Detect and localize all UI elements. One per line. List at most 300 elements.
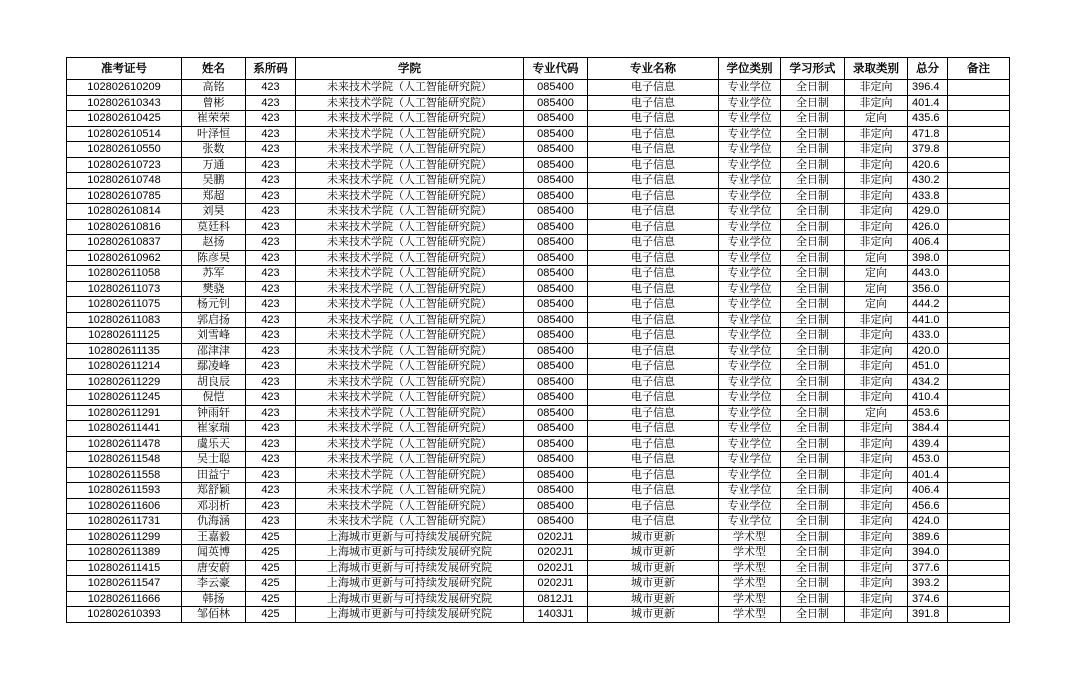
degree-type-cell: 专业学位: [719, 80, 781, 96]
major-name-cell: 电子信息: [588, 359, 719, 375]
study-mode-cell: 全日制: [781, 281, 845, 297]
dept-code-cell: 423: [246, 436, 296, 452]
admission-type-cell: 非定向: [845, 436, 908, 452]
major-name-cell: 电子信息: [588, 126, 719, 142]
admission-type-cell: 非定向: [845, 576, 908, 592]
degree-type-cell: 专业学位: [719, 328, 781, 344]
exam-id-cell: 102802611058: [67, 266, 182, 282]
exam-id-cell: 102802611606: [67, 498, 182, 514]
table-row: [67, 343, 1010, 359]
major-name-cell: 电子信息: [588, 328, 719, 344]
major-name-cell: 电子信息: [588, 157, 719, 173]
total-score-cell: 435.6: [908, 111, 948, 127]
degree-type-cell: 学术型: [719, 545, 781, 561]
total-score-cell: 391.8: [908, 607, 948, 623]
study-mode-cell: 全日制: [781, 467, 845, 483]
major-name-cell: 城市更新: [588, 576, 719, 592]
admission-type-cell: 非定向: [845, 421, 908, 437]
study-mode-cell: 全日制: [781, 111, 845, 127]
remarks-cell: [948, 188, 1010, 204]
dept-code-cell: 423: [246, 173, 296, 189]
study-mode-cell: 全日制: [781, 576, 845, 592]
admission-type-cell: 非定向: [845, 374, 908, 390]
exam-id-cell: 102802611548: [67, 452, 182, 468]
degree-type-cell: 专业学位: [719, 467, 781, 483]
major-code-cell: 085400: [524, 405, 588, 421]
major-code-cell: 085400: [524, 126, 588, 142]
degree-type-cell: 专业学位: [719, 421, 781, 437]
name-cell: 苏军: [182, 266, 246, 282]
total-score-cell: 453.0: [908, 452, 948, 468]
admission-type-cell: 非定向: [845, 343, 908, 359]
remarks-cell: [948, 591, 1010, 607]
study-mode-cell: 全日制: [781, 452, 845, 468]
remarks-cell: [948, 359, 1010, 375]
dept-code-cell: 423: [246, 312, 296, 328]
major-code-cell: 085400: [524, 266, 588, 282]
remarks-cell: [948, 204, 1010, 220]
table-row: [67, 359, 1010, 375]
dept-code-cell: 423: [246, 359, 296, 375]
admission-type-cell: 非定向: [845, 188, 908, 204]
name-cell: 仇海涵: [182, 514, 246, 530]
admission-type-cell: 非定向: [845, 591, 908, 607]
dept-code-cell: 423: [246, 219, 296, 235]
total-score-cell: 410.4: [908, 390, 948, 406]
dept-code-cell: 425: [246, 576, 296, 592]
name-cell: 虞乐天: [182, 436, 246, 452]
admission-type-cell: 非定向: [845, 529, 908, 545]
total-score-cell: 434.2: [908, 374, 948, 390]
table-body: [67, 80, 1010, 623]
admission-type-cell: 非定向: [845, 560, 908, 576]
major-code-cell: 085400: [524, 452, 588, 468]
table-row: [67, 607, 1010, 623]
total-score-cell: 356.0: [908, 281, 948, 297]
study-mode-cell: 全日制: [781, 343, 845, 359]
table-row: [67, 452, 1010, 468]
college-cell: 未来技术学院（人工智能研究院）: [296, 359, 524, 375]
major-name-cell: 城市更新: [588, 591, 719, 607]
name-cell: 吴士聪: [182, 452, 246, 468]
admission-type-cell: 非定向: [845, 95, 908, 111]
dept-code-cell: 425: [246, 607, 296, 623]
major-code-cell: 085400: [524, 95, 588, 111]
dept-code-cell: 423: [246, 390, 296, 406]
admission-table: [66, 57, 1010, 623]
table-row: [67, 281, 1010, 297]
major-name-cell: 电子信息: [588, 204, 719, 220]
major-name-cell: 电子信息: [588, 111, 719, 127]
admission-type-cell: 非定向: [845, 483, 908, 499]
col-header-college: 学院: [296, 58, 524, 80]
study-mode-cell: 全日制: [781, 529, 845, 545]
college-cell: 未来技术学院（人工智能研究院）: [296, 328, 524, 344]
major-code-cell: 085400: [524, 421, 588, 437]
name-cell: 邵津津: [182, 343, 246, 359]
degree-type-cell: 专业学位: [719, 405, 781, 421]
dept-code-cell: 423: [246, 157, 296, 173]
exam-id-cell: 102802610723: [67, 157, 182, 173]
admission-type-cell: 非定向: [845, 607, 908, 623]
major-name-cell: 电子信息: [588, 405, 719, 421]
total-score-cell: 374.6: [908, 591, 948, 607]
college-cell: 未来技术学院（人工智能研究院）: [296, 405, 524, 421]
total-score-cell: 406.4: [908, 235, 948, 251]
name-cell: 叶泽恒: [182, 126, 246, 142]
admission-type-cell: 非定向: [845, 390, 908, 406]
study-mode-cell: 全日制: [781, 312, 845, 328]
exam-id-cell: 102802611558: [67, 467, 182, 483]
college-cell: 上海城市更新与可持续发展研究院: [296, 545, 524, 561]
dept-code-cell: 423: [246, 467, 296, 483]
remarks-cell: [948, 235, 1010, 251]
total-score-cell: 433.8: [908, 188, 948, 204]
total-score-cell: 396.4: [908, 80, 948, 96]
study-mode-cell: 全日制: [781, 436, 845, 452]
total-score-cell: 424.0: [908, 514, 948, 530]
name-cell: 郑超: [182, 188, 246, 204]
remarks-cell: [948, 157, 1010, 173]
remarks-cell: [948, 312, 1010, 328]
degree-type-cell: 专业学位: [719, 390, 781, 406]
college-cell: 未来技术学院（人工智能研究院）: [296, 498, 524, 514]
degree-type-cell: 专业学位: [719, 173, 781, 189]
major-name-cell: 电子信息: [588, 142, 719, 158]
name-cell: 钟雨轩: [182, 405, 246, 421]
exam-id-cell: 102802611593: [67, 483, 182, 499]
major-name-cell: 城市更新: [588, 545, 719, 561]
table-row: [67, 95, 1010, 111]
admission-type-cell: 非定向: [845, 312, 908, 328]
dept-code-cell: 425: [246, 545, 296, 561]
remarks-cell: [948, 436, 1010, 452]
table-row: [67, 297, 1010, 313]
college-cell: 未来技术学院（人工智能研究院）: [296, 250, 524, 266]
table-row: [67, 390, 1010, 406]
admission-type-cell: 定向: [845, 281, 908, 297]
name-cell: 万通: [182, 157, 246, 173]
col-header-study-mode: 学习形式: [781, 58, 845, 80]
major-code-cell: 0202J1: [524, 545, 588, 561]
dept-code-cell: 423: [246, 80, 296, 96]
table-row: [67, 250, 1010, 266]
exam-id-cell: 102802610962: [67, 250, 182, 266]
major-code-cell: 085400: [524, 297, 588, 313]
table-row: [67, 173, 1010, 189]
col-header-admission-type: 录取类别: [845, 58, 908, 80]
college-cell: 未来技术学院（人工智能研究院）: [296, 204, 524, 220]
total-score-cell: 430.2: [908, 173, 948, 189]
degree-type-cell: 专业学位: [719, 204, 781, 220]
table-row: [67, 467, 1010, 483]
header-row: [67, 58, 1010, 80]
total-score-cell: 379.8: [908, 142, 948, 158]
degree-type-cell: 专业学位: [719, 498, 781, 514]
table-row: [67, 188, 1010, 204]
total-score-cell: 398.0: [908, 250, 948, 266]
degree-type-cell: 专业学位: [719, 235, 781, 251]
remarks-cell: [948, 250, 1010, 266]
college-cell: 未来技术学院（人工智能研究院）: [296, 219, 524, 235]
remarks-cell: [948, 514, 1010, 530]
name-cell: 吴鹏: [182, 173, 246, 189]
exam-id-cell: 102802611229: [67, 374, 182, 390]
table-row: [67, 157, 1010, 173]
major-name-cell: 电子信息: [588, 421, 719, 437]
remarks-cell: [948, 328, 1010, 344]
college-cell: 未来技术学院（人工智能研究院）: [296, 452, 524, 468]
total-score-cell: 420.0: [908, 343, 948, 359]
college-cell: 上海城市更新与可持续发展研究院: [296, 591, 524, 607]
exam-id-cell: 102802610343: [67, 95, 182, 111]
degree-type-cell: 专业学位: [719, 188, 781, 204]
admission-type-cell: 非定向: [845, 80, 908, 96]
degree-type-cell: 专业学位: [719, 157, 781, 173]
total-score-cell: 401.4: [908, 467, 948, 483]
study-mode-cell: 全日制: [781, 591, 845, 607]
study-mode-cell: 全日制: [781, 607, 845, 623]
major-code-cell: 085400: [524, 436, 588, 452]
total-score-cell: 426.0: [908, 219, 948, 235]
dept-code-cell: 423: [246, 281, 296, 297]
total-score-cell: 429.0: [908, 204, 948, 220]
total-score-cell: 451.0: [908, 359, 948, 375]
degree-type-cell: 专业学位: [719, 343, 781, 359]
degree-type-cell: 专业学位: [719, 142, 781, 158]
college-cell: 未来技术学院（人工智能研究院）: [296, 126, 524, 142]
name-cell: 陈彦昊: [182, 250, 246, 266]
exam-id-cell: 102802611073: [67, 281, 182, 297]
college-cell: 未来技术学院（人工智能研究院）: [296, 343, 524, 359]
college-cell: 未来技术学院（人工智能研究院）: [296, 421, 524, 437]
dept-code-cell: 423: [246, 421, 296, 437]
major-name-cell: 城市更新: [588, 607, 719, 623]
college-cell: 未来技术学院（人工智能研究院）: [296, 235, 524, 251]
degree-type-cell: 专业学位: [719, 95, 781, 111]
dept-code-cell: 425: [246, 591, 296, 607]
table-row: [67, 235, 1010, 251]
remarks-cell: [948, 576, 1010, 592]
remarks-cell: [948, 95, 1010, 111]
college-cell: 上海城市更新与可持续发展研究院: [296, 576, 524, 592]
major-code-cell: 085400: [524, 374, 588, 390]
admission-type-cell: 非定向: [845, 498, 908, 514]
table-row: [67, 374, 1010, 390]
degree-type-cell: 专业学位: [719, 359, 781, 375]
dept-code-cell: 425: [246, 529, 296, 545]
admission-type-cell: 非定向: [845, 467, 908, 483]
admission-type-cell: 定向: [845, 405, 908, 421]
table-row: [67, 498, 1010, 514]
admission-list-sheet: [66, 57, 1010, 623]
exam-id-cell: 102802610837: [67, 235, 182, 251]
admission-type-cell: 非定向: [845, 173, 908, 189]
col-header-major-code: 专业代码: [524, 58, 588, 80]
exam-id-cell: 102802611547: [67, 576, 182, 592]
name-cell: 田益宁: [182, 467, 246, 483]
dept-code-cell: 423: [246, 483, 296, 499]
dept-code-cell: 423: [246, 514, 296, 530]
degree-type-cell: 专业学位: [719, 374, 781, 390]
degree-type-cell: 学术型: [719, 576, 781, 592]
col-header-name: 姓名: [182, 58, 246, 80]
college-cell: 未来技术学院（人工智能研究院）: [296, 173, 524, 189]
major-name-cell: 电子信息: [588, 498, 719, 514]
dept-code-cell: 423: [246, 498, 296, 514]
table-header: [67, 58, 1010, 80]
study-mode-cell: 全日制: [781, 560, 845, 576]
admission-type-cell: 非定向: [845, 219, 908, 235]
major-name-cell: 电子信息: [588, 374, 719, 390]
total-score-cell: 444.2: [908, 297, 948, 313]
admission-type-cell: 非定向: [845, 235, 908, 251]
dept-code-cell: 423: [246, 250, 296, 266]
major-code-cell: 085400: [524, 219, 588, 235]
col-header-degree-type: 学位类别: [719, 58, 781, 80]
table-row: [67, 111, 1010, 127]
exam-id-cell: 102802610514: [67, 126, 182, 142]
dept-code-cell: 423: [246, 297, 296, 313]
admission-type-cell: 非定向: [845, 359, 908, 375]
degree-type-cell: 专业学位: [719, 266, 781, 282]
name-cell: 曾彬: [182, 95, 246, 111]
major-code-cell: 085400: [524, 390, 588, 406]
total-score-cell: 384.4: [908, 421, 948, 437]
major-code-cell: 0202J1: [524, 576, 588, 592]
degree-type-cell: 专业学位: [719, 281, 781, 297]
table-row: [67, 483, 1010, 499]
remarks-cell: [948, 607, 1010, 623]
degree-type-cell: 专业学位: [719, 250, 781, 266]
exam-id-cell: 102802610748: [67, 173, 182, 189]
table-row: [67, 142, 1010, 158]
total-score-cell: 453.6: [908, 405, 948, 421]
col-header-exam-id: 准考证号: [67, 58, 182, 80]
table-row: [67, 514, 1010, 530]
exam-id-cell: 102802610425: [67, 111, 182, 127]
name-cell: 杨元钊: [182, 297, 246, 313]
college-cell: 未来技术学院（人工智能研究院）: [296, 188, 524, 204]
name-cell: 王嘉毅: [182, 529, 246, 545]
dept-code-cell: 423: [246, 235, 296, 251]
table-row: [67, 266, 1010, 282]
name-cell: 郑舒颖: [182, 483, 246, 499]
major-name-cell: 电子信息: [588, 235, 719, 251]
college-cell: 未来技术学院（人工智能研究院）: [296, 266, 524, 282]
study-mode-cell: 全日制: [781, 297, 845, 313]
admission-type-cell: 非定向: [845, 157, 908, 173]
college-cell: 未来技术学院（人工智能研究院）: [296, 157, 524, 173]
dept-code-cell: 423: [246, 266, 296, 282]
remarks-cell: [948, 452, 1010, 468]
table-row: [67, 126, 1010, 142]
exam-id-cell: 102802610550: [67, 142, 182, 158]
degree-type-cell: 专业学位: [719, 452, 781, 468]
name-cell: 郭启扬: [182, 312, 246, 328]
name-cell: 赵扬: [182, 235, 246, 251]
study-mode-cell: 全日制: [781, 498, 845, 514]
table-row: [67, 545, 1010, 561]
name-cell: 樊骁: [182, 281, 246, 297]
remarks-cell: [948, 374, 1010, 390]
college-cell: 未来技术学院（人工智能研究院）: [296, 95, 524, 111]
admission-type-cell: 定向: [845, 297, 908, 313]
table-row: [67, 560, 1010, 576]
admission-type-cell: 非定向: [845, 126, 908, 142]
table-row: [67, 576, 1010, 592]
study-mode-cell: 全日制: [781, 374, 845, 390]
total-score-cell: 443.0: [908, 266, 948, 282]
major-name-cell: 电子信息: [588, 452, 719, 468]
study-mode-cell: 全日制: [781, 157, 845, 173]
total-score-cell: 420.6: [908, 157, 948, 173]
name-cell: 崔家瑞: [182, 421, 246, 437]
dept-code-cell: 423: [246, 204, 296, 220]
exam-id-cell: 102802611441: [67, 421, 182, 437]
college-cell: 上海城市更新与可持续发展研究院: [296, 560, 524, 576]
table-row: [67, 436, 1010, 452]
major-name-cell: 电子信息: [588, 266, 719, 282]
table-row: [67, 405, 1010, 421]
dept-code-cell: 423: [246, 95, 296, 111]
total-score-cell: 377.6: [908, 560, 948, 576]
exam-id-cell: 102802611135: [67, 343, 182, 359]
major-code-cell: 085400: [524, 328, 588, 344]
exam-id-cell: 102802611125: [67, 328, 182, 344]
major-name-cell: 电子信息: [588, 297, 719, 313]
study-mode-cell: 全日制: [781, 545, 845, 561]
major-code-cell: 085400: [524, 157, 588, 173]
remarks-cell: [948, 467, 1010, 483]
dept-code-cell: 423: [246, 126, 296, 142]
exam-id-cell: 102802611478: [67, 436, 182, 452]
college-cell: 未来技术学院（人工智能研究院）: [296, 297, 524, 313]
major-code-cell: 085400: [524, 142, 588, 158]
major-code-cell: 0812J1: [524, 591, 588, 607]
major-code-cell: 0202J1: [524, 529, 588, 545]
exam-id-cell: 102802611299: [67, 529, 182, 545]
remarks-cell: [948, 560, 1010, 576]
name-cell: 胡良辰: [182, 374, 246, 390]
remarks-cell: [948, 266, 1010, 282]
remarks-cell: [948, 126, 1010, 142]
name-cell: 韩扬: [182, 591, 246, 607]
major-name-cell: 电子信息: [588, 219, 719, 235]
college-cell: 未来技术学院（人工智能研究院）: [296, 111, 524, 127]
dept-code-cell: 423: [246, 343, 296, 359]
degree-type-cell: 学术型: [719, 607, 781, 623]
degree-type-cell: 学术型: [719, 591, 781, 607]
major-name-cell: 电子信息: [588, 436, 719, 452]
college-cell: 未来技术学院（人工智能研究院）: [296, 80, 524, 96]
major-code-cell: 1403J1: [524, 607, 588, 623]
major-name-cell: 电子信息: [588, 80, 719, 96]
remarks-cell: [948, 483, 1010, 499]
exam-id-cell: 102802610814: [67, 204, 182, 220]
degree-type-cell: 专业学位: [719, 111, 781, 127]
study-mode-cell: 全日制: [781, 142, 845, 158]
college-cell: 未来技术学院（人工智能研究院）: [296, 312, 524, 328]
major-name-cell: 电子信息: [588, 343, 719, 359]
name-cell: 刘昊: [182, 204, 246, 220]
table-row: [67, 529, 1010, 545]
remarks-cell: [948, 173, 1010, 189]
study-mode-cell: 全日制: [781, 405, 845, 421]
major-code-cell: 085400: [524, 173, 588, 189]
major-name-cell: 城市更新: [588, 529, 719, 545]
study-mode-cell: 全日制: [781, 514, 845, 530]
